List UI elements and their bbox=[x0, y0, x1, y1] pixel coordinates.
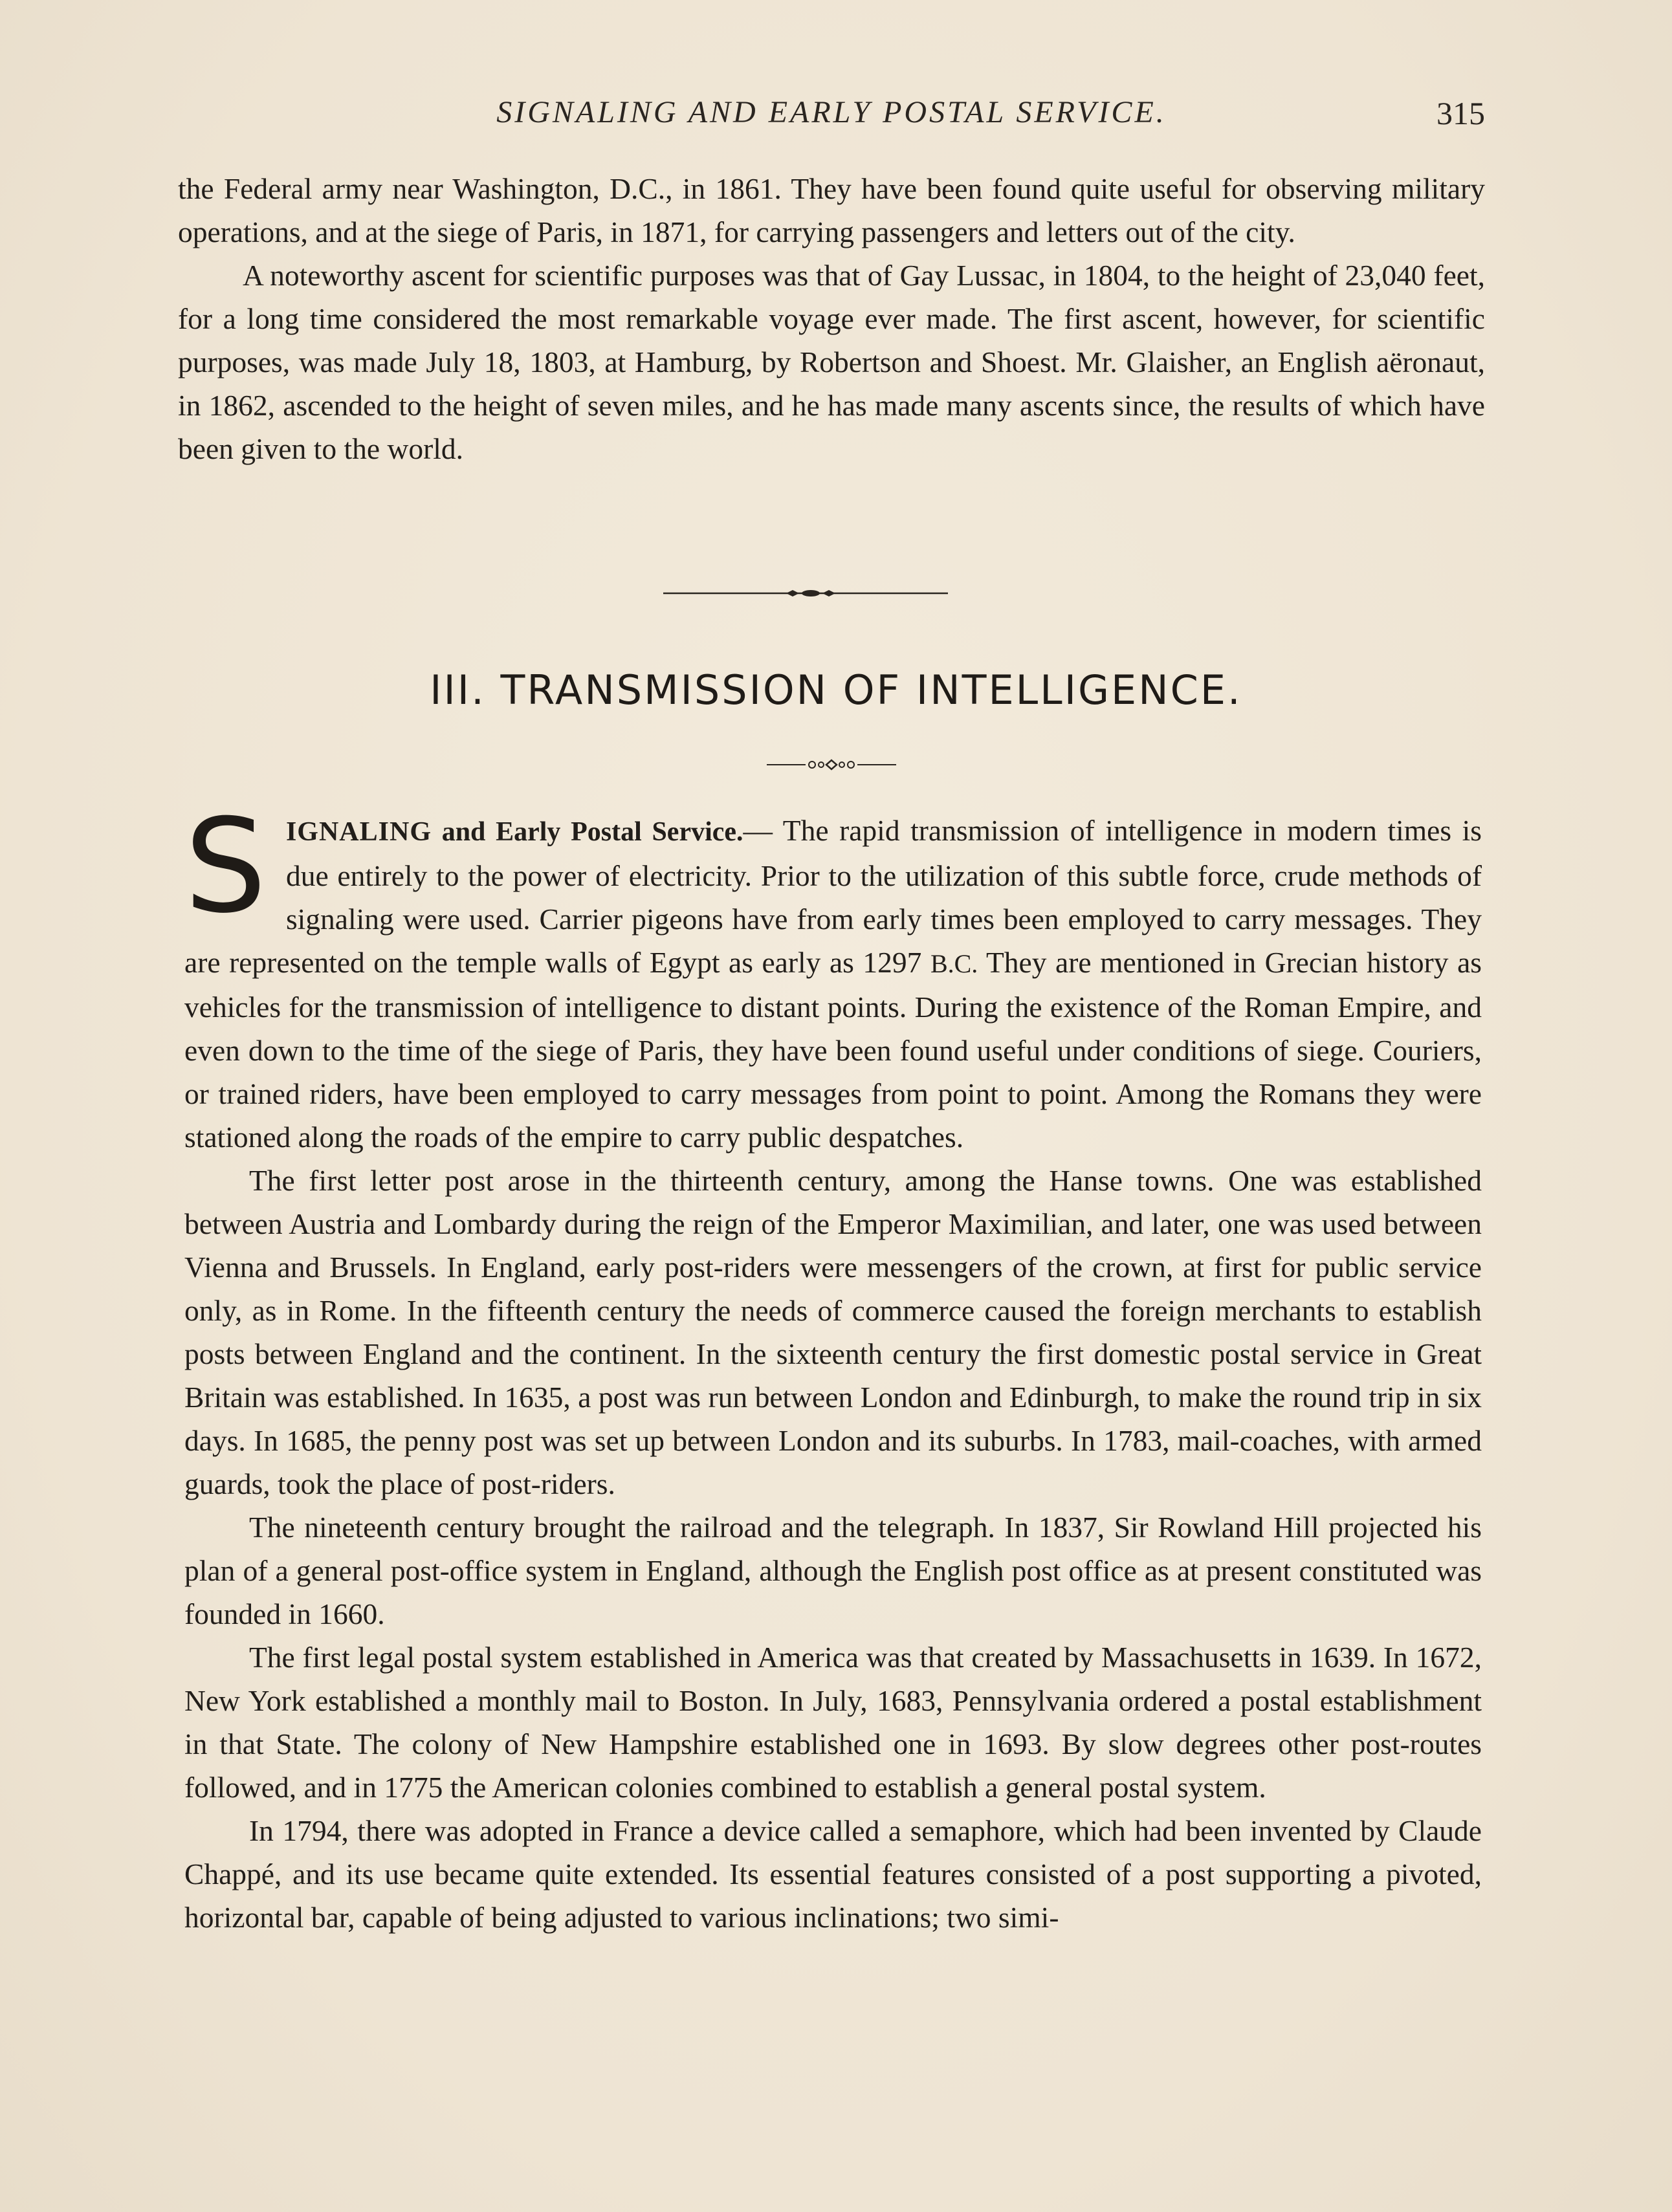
paragraph-signaling bbox=[184, 791, 1482, 1159]
lead-in-rest: and Early Postal Service. bbox=[432, 817, 743, 847]
drop-cap-letter: S bbox=[184, 791, 267, 942]
main-text-block bbox=[184, 791, 1482, 1939]
paragraph-signaling-text-2: They are mentioned in Grecian history as vehicles for the transmission of intelligence to distant points. During the existence of the Roman Empire, and even down to the time of the siege of Paris, they have been found useful under conditions of siege. Couriers, or trained riders, have been employed to carry messages from point to point. Among the Romans they were stationed along the roads of the empire to carry public despatches. bbox=[184, 946, 1482, 1154]
paragraph-semaphore: In 1794, there was adopted in France a device called a semaphore, which had been invented by Claude Chappé, and its use became quite extended. Its essential features consisted of a post supporting a pivoted, horizontal bar, capable of being adjusted to various inclinations; two simi- bbox=[184, 1814, 1482, 1934]
top-text-block bbox=[178, 167, 1485, 470]
lead-in-heading bbox=[286, 817, 743, 847]
paragraph-ascent: A noteworthy ascent for scientific purposes was that of Gay Lussac, in 1804, to the height of 23,040 feet, for a long time considered the most remarkable voyage ever made. The first ascent, however, for scientific purposes, was made July 18, 1803, at Hamburg, by Robertson and Shoest. Mr. Glaisher, an English aëronaut, in 1862, ascended to the height of seven miles, and he has made many ascents since, the results of which have been given to the world. bbox=[178, 259, 1485, 465]
running-head bbox=[178, 91, 1485, 142]
ornament-divider bbox=[663, 587, 948, 600]
section-heading: III. TRANSMISSION OF INTELLIGENCE. bbox=[430, 666, 1242, 714]
page-number: 315 bbox=[1436, 95, 1485, 131]
era-abbreviation: B.C. bbox=[930, 949, 978, 978]
lead-in-caps: IGNALING bbox=[285, 817, 432, 847]
paragraph-continued: the Federal army near Washington, D.C., in 1861. They have been found quite useful for observing military operations, and at the siege of Paris, in 1871, for carrying passengers and letters out of the city. bbox=[178, 172, 1485, 248]
ornament-flourish bbox=[767, 757, 896, 772]
paragraph-nineteenth-century: The nineteenth century brought the railroad and the telegraph. In 1837, Sir Rowland Hill projected his plan of a general post-office system in England, although the English post office as at present constituted was founded in 1660. bbox=[184, 1511, 1482, 1630]
paragraph-letter-post: The first letter post arose in the thirteenth century, among the Hanse towns. One was established between Austria and Lombardy during the reign of the Emperor Maximilian, and later, one was used between Vienna and Brussels. In England, early post-riders were messengers of the crown, at first for public service only, as in Rome. In the fifteenth century the needs of commerce caused the foreign merchants to establish posts between England and the continent. In the sixteenth century the first domestic postal service in Great Britain was established. In 1635, a post was run between London and Edinburgh, to make the round trip in six days. In 1685, the penny post was set up between London and its suburbs. In 1783, mail-coaches, with armed guards, took the place of post-riders. bbox=[184, 1164, 1482, 1500]
running-title: SIGNALING AND EARLY POSTAL SERVICE. bbox=[496, 95, 1167, 129]
paragraph-america-postal: The first legal postal system established in America was that created by Massachusetts in 1639. In 1672, New York established a monthly mail to Boston. In July, 1683, Pennsylvania ordered a postal establishment in that State. The colony of New Hampshire established one in 1693. By slow degrees other post-routes followed, and in 1775 the American colonies combined to establish a general postal system. bbox=[184, 1641, 1482, 1804]
paragraph-signaling-text-1: — The rapid transmission of intelligence in modern times is due entirely to the power of electricity. Prior to the utilization of this subtle force, crude methods of signaling were used. Carrier pigeons have from early times been employed to carry messages. They are represented on the temple walls of Egypt as early as 1297 bbox=[184, 814, 1482, 979]
